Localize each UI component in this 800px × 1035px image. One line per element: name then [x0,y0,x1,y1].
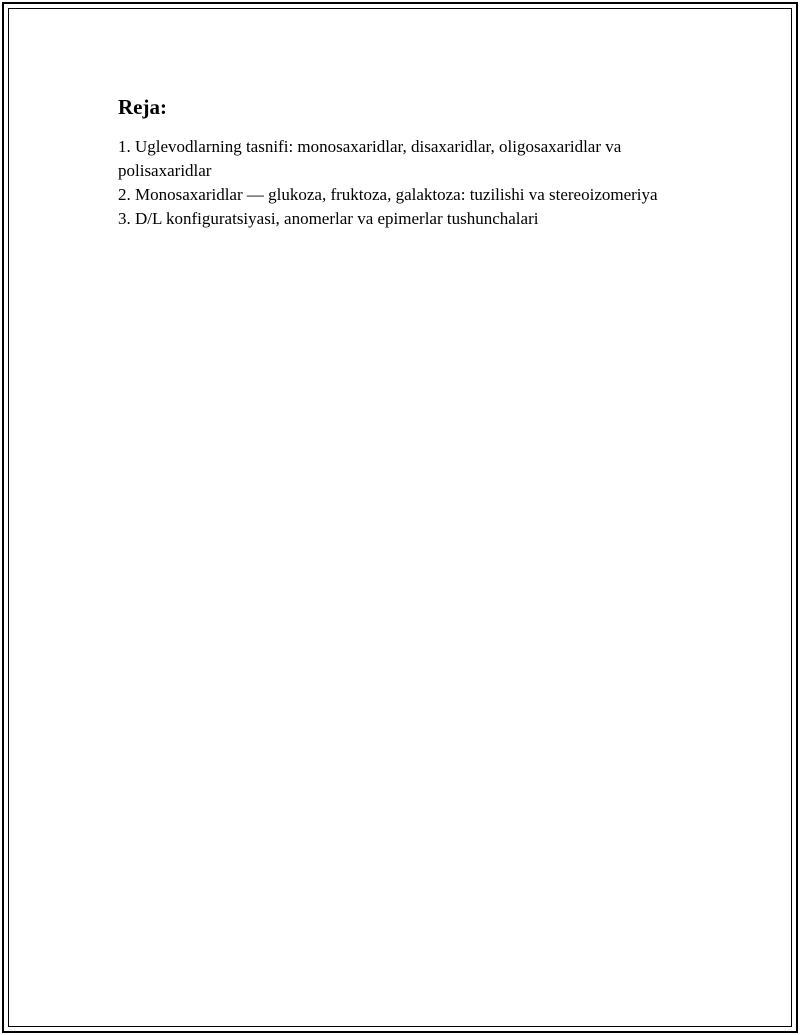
plan-heading: Reja: [118,95,167,119]
plan-list [118,135,688,231]
plan-item-2: 2. Monosaxaridlar — glukoza, fruktoza, galaktoza: tuzilishi va stereoizomeriya [118,185,658,204]
plan-item-3: 3. D/L konfiguratsiyasi, anomerlar va epimerlar tushunchalari [118,209,539,228]
plan-item-1: 1. Uglevodlarning tasnifi: monosaxaridlar, disaxaridlar, oligosaxaridlar va polisaxaridlar [118,137,622,180]
document-content [118,94,688,231]
